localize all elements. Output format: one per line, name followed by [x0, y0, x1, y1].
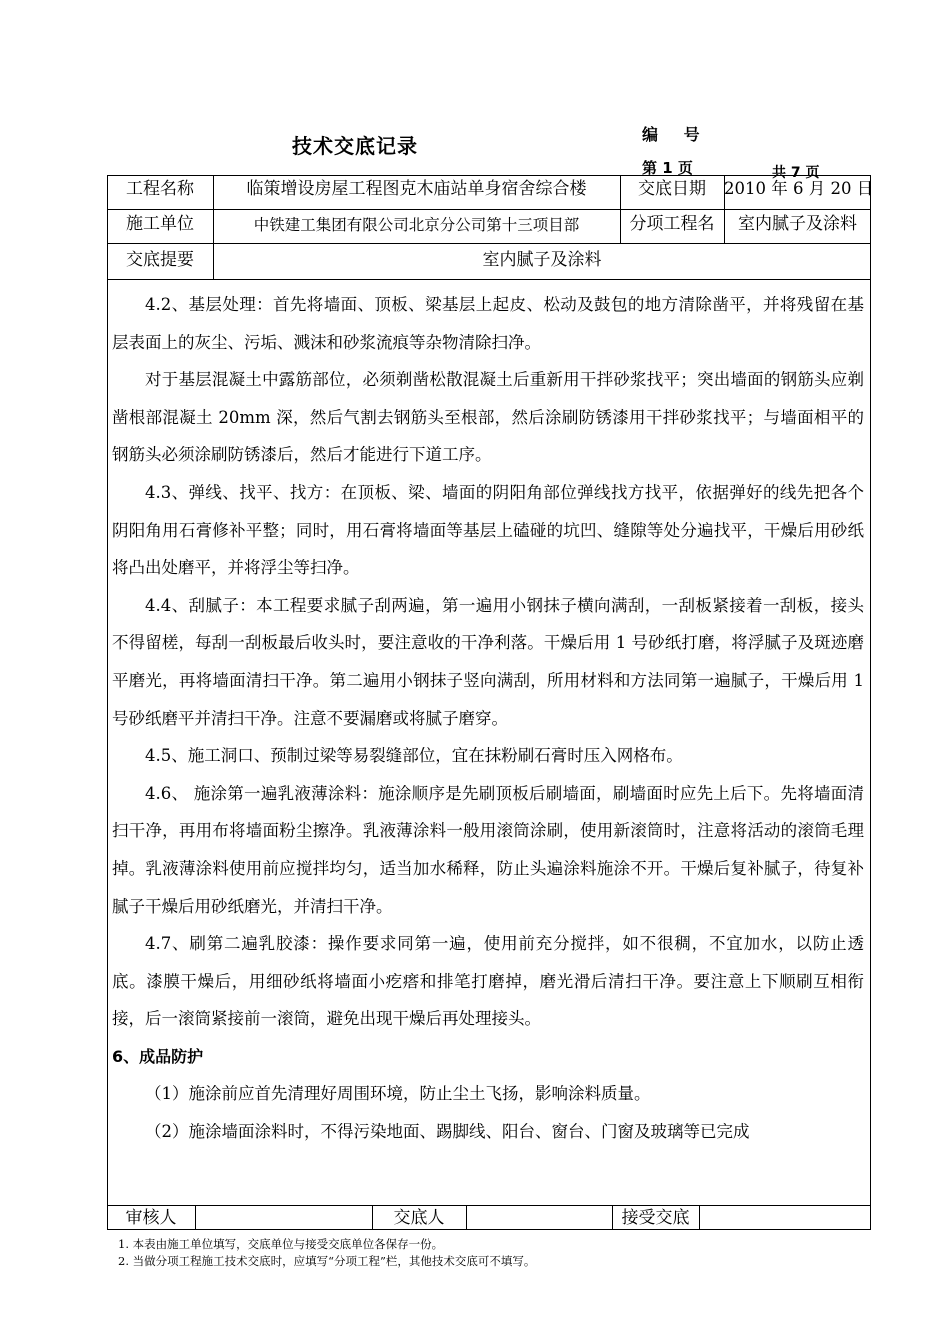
paragraph-4-3: 4.3、弹线、找平、找方：在顶板、梁、墙面的阴阳角部位弹线找方找平，依据弹好的线先把各个阴阳角用石膏修补平整；同时，用石膏将墙面等基层上磕碰的坑凹、缝隙等处分遍找平，干燥后用砂纸将凸出处磨平，并将浮尘等扫净。	[112, 482, 864, 578]
summary-label: 交底提要	[126, 250, 194, 270]
project-name-label: 工程名称	[126, 179, 194, 199]
table-notes	[118, 1236, 535, 1270]
construction-unit-value: 中铁建工集团有限公司北京分公司第十三项目部	[253, 216, 580, 234]
note-2: 2. 当做分项工程施工技术交底时，应填写“分项工程”栏，其他技术交底可不填写。	[118, 1254, 536, 1268]
disclosure-content	[112, 286, 864, 1151]
paragraph-4-2: 4.2、基层处理：首先将墙面、顶板、梁基层上起皮、松动及鼓包的地方清除凿平，并将残留在基层表面上的灰尘、污垢、溅沫和砂浆流痕等杂物清除扫净。	[112, 295, 864, 352]
disclosure-date-label: 交底日期	[638, 179, 706, 199]
current-page: 第 1 页	[642, 159, 693, 177]
table-rule	[107, 1205, 871, 1206]
document-number-label: 编 号	[642, 125, 700, 144]
disclosure-date-value: 2010 年 6 月 20 日	[724, 179, 874, 198]
table-rule	[195, 1205, 196, 1230]
paragraph-rebar: 对于基层混凝土中露筋部位，必须剃凿松散混凝土后重新用干拌砂浆找平；突出墙面的钢筋头应剃凿根部混凝土 20mm 深，然后气割去钢筋头至根部，然后涂刷防锈漆用干拌砂浆找平；与墙面相平的钢筋头必须涂刷防锈漆后，然后才能进行下道工序。	[112, 370, 864, 465]
table-rule	[107, 243, 871, 244]
paragraph-4-6: 4.6、 施涂第一遍乳液薄涂料：施涂顺序是先刷顶板后刷墙面，刷墙面时应先上后下。先将墙面清扫干净，再用布将墙面粉尘擦净。乳液薄涂料一般用滚筒涂刷，使用新滚筒时，注意将活动的滚筒毛理掉。乳液薄涂料使用前应搅拌均匀，适当加水稀释，防止头遍涂料施涂不开。干燥后复补腻子，待复补腻子干燥后用砂纸磨光，并清扫干净。	[112, 783, 864, 916]
paragraph-4-7: 4.7、刷第二遍乳胶漆：操作要求同第一遍，使用前充分搅拌，如不很稠，不宜加水，以防止透底。漆膜干燥后，用细砂纸将墙面小疙瘩和排笔打磨掉，磨光滑后清扫干净。要注意上下顺刷互相衔接，后一滚筒紧接前一滚筒，避免出现干燥后再处理接头。	[112, 934, 864, 1029]
table-rule	[699, 1205, 700, 1230]
paragraph-4-4: 4.4、刮腻子：本工程要求腻子刮两遍，第一遍用小钢抹子横向满刮，一刮板紧接着一刮板，接头不得留槎，每刮一刮板最后收头时，要注意收的干净利落。干燥后用 1 号砂纸打磨，将浮腻子及斑迹磨平磨光，再将墙面清扫干净。第二遍用小钢抹子竖向满刮，所用材料和方法同第一遍腻子，干燥后用 1 号砂纸磨平并清扫干净。注意不要漏磨或将腻子磨穿。	[112, 595, 864, 728]
page-title: 技术交底记录	[292, 134, 418, 158]
discloser-label: 交底人	[393, 1208, 445, 1228]
section-6-heading: 6、成品防护	[112, 1046, 204, 1066]
protection-item-1: （1）施涂前应首先清理好周围环境，防止尘土飞扬，影响涂料质量。	[145, 1084, 651, 1104]
summary-value: 室内腻子及涂料	[482, 250, 602, 270]
reviewer-label: 审核人	[125, 1208, 177, 1228]
receiver-label: 接受交底	[621, 1208, 690, 1228]
table-rule	[107, 279, 871, 280]
table-rule	[107, 209, 871, 210]
subproject-name-value: 室内腻子及涂料	[738, 214, 857, 234]
protection-item-2: （2）施涂墙面涂料时，不得污染地面、踢脚线、阳台、窗台、门窗及玻璃等已完成	[145, 1122, 750, 1142]
total-pages: 共 7 页	[772, 165, 820, 181]
table-rule	[466, 1205, 467, 1230]
construction-unit-label: 施工单位	[126, 214, 194, 234]
note-1: 1. 本表由施工单位填写，交底单位与接受交底单位各保存一份。	[118, 1237, 444, 1251]
project-name-value: 临策增设房屋工程图克木庙站单身宿舍综合楼	[246, 179, 587, 199]
paragraph-4-5: 4.5、施工洞口、预制过梁等易裂缝部位，宜在抹粉刷石膏时压入网格布。	[145, 746, 683, 766]
subproject-name-label: 分项工程名	[629, 214, 715, 234]
